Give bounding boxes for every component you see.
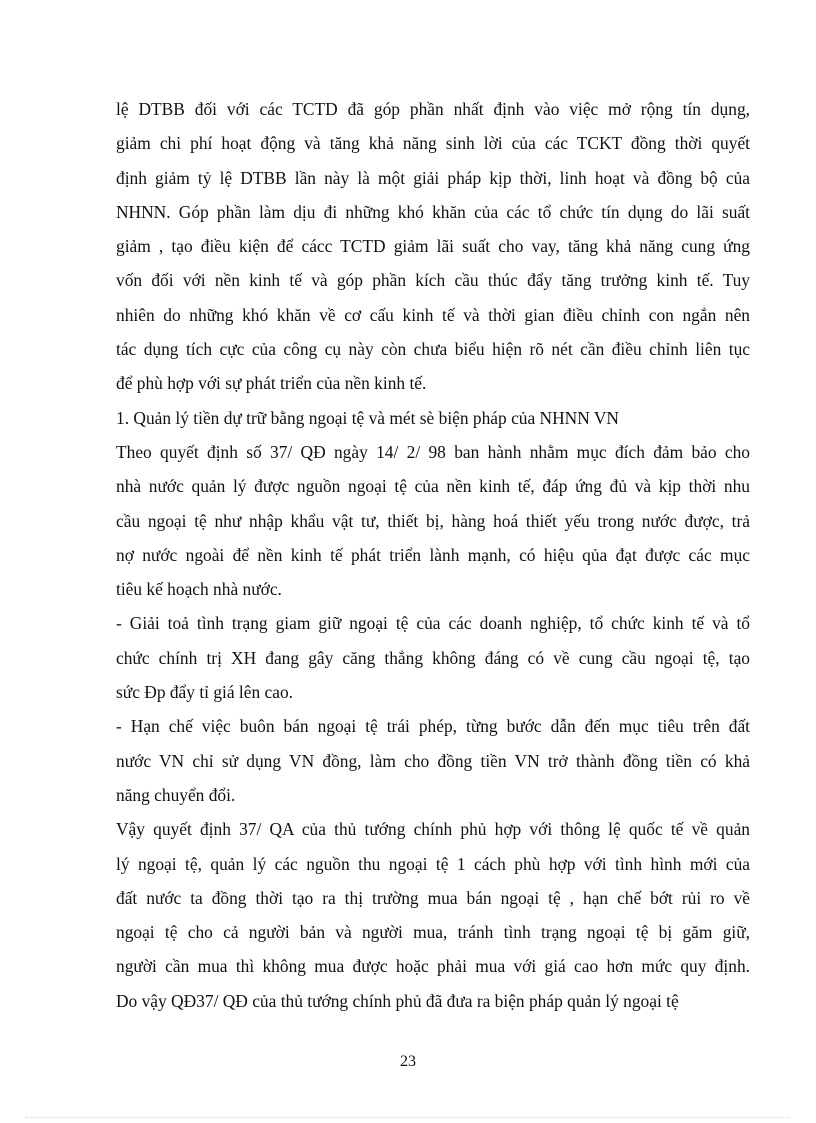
text-line: lệ DTBB đối với các TCTD đã góp phần nhất định vào việc mở rộng tín dụng, (116, 99, 750, 119)
text-line: NHNN. Góp phần làm dịu đi những khó khăn của các tổ chức tín dụng do lãi suất (116, 201, 750, 222)
text-line: nợ nước ngoài để nền kinh tế phát triển lành mạnh, có hiệu qủa đạt được các mục (116, 544, 750, 565)
section-heading: 1. Quản lý tiền dự trữ bằng ngoại tệ và mét sè biện pháp của NHNN VN (116, 407, 619, 428)
text-line: tác dụng tích cực của công cụ này còn chưa biểu hiện rõ nét cần điều chỉnh liên tục (116, 339, 750, 360)
page-number: 23 (400, 1053, 416, 1070)
text-line: định giảm tỷ lệ DTBB lần này là một giải pháp kịp thời, linh hoạt và đồng bộ của (116, 167, 750, 188)
text-line: ngoại tệ cho cả người bản và người mua, tránh tình trạng ngoại tệ bị găm giữ, (116, 922, 750, 943)
text-line: nhiên do những khó khăn về cơ cấu kinh tế và thời gian điều chỉnh con ngắn nên (116, 304, 750, 325)
text-line: nước VN chỉ sử dụng VN đồng, làm cho đồng tiền VN trở thành đồng tiền có khả (116, 750, 750, 771)
text-line: giảm chi phí hoạt động và tăng khả năng sinh lời của các TCKT đồng thời quyết (116, 133, 750, 154)
text-line: đất nước ta đồng thời tạo ra thị trường mua bán ngoại tệ , hạn chế bớt rủi ro về (116, 887, 750, 908)
text-line: tiêu kế hoạch nhà nước. (116, 579, 282, 600)
text-line: sức Đp đẩy tỉ giá lên cao. (116, 682, 293, 703)
text-line: năng chuyển đổi. (116, 784, 236, 805)
text-line: để phù hợp với sự phát triển của nền kinh tế. (116, 373, 427, 394)
page-bottom-divider (26, 1117, 790, 1118)
text-line: người cần mua thì không mua được hoặc phải mua với giá cao hơn mức quy định. (116, 956, 750, 977)
bullet-line: - Giải toả tình trạng giam giữ ngoại tệ của các doanh nghiệp, tổ chức kinh tế và tổ (116, 613, 750, 634)
text-line: lý ngoại tệ, quản lý các nguồn thu ngoại tệ 1 cách phù hợp với tình hình mới của (116, 853, 750, 874)
text-line: Do vậy QĐ37/ QĐ của thủ tướng chính phủ đã đưa ra biện pháp quản lý ngoại tệ (116, 990, 679, 1011)
text-line: cầu ngoại tệ như nhập khẩu vật tư, thiết bị, hàng hoá thiết yếu trong nước được, trả (116, 510, 750, 531)
bullet-line: - Hạn chế việc buôn bán ngoại tệ trái phép, từng bước dẫn đến mục tiêu trên đất (116, 716, 750, 737)
text-line: Vậy quyết định 37/ QA của thủ tướng chính phủ hợp với thông lệ quốc tế về quản (116, 819, 750, 840)
text-line: Theo quyết định số 37/ QĐ ngày 14/ 2/ 98 ban hành nhằm mục đích đảm bảo cho (116, 441, 750, 462)
text-line: nhà nước quản lý được nguồn ngoại tệ của nền kinh tế, đáp ứng đủ và kịp thời nhu (116, 476, 750, 497)
text-line: vốn đối với nền kinh tế và góp phần kích cầu thúc đẩy tăng trưởng kinh tế. Tuy (116, 270, 750, 291)
text-line: chức chính trị XH đang gây căng thẳng không đáng có về cung cầu ngoại tệ, tạo (116, 647, 750, 668)
text-line: giảm , tạo điều kiện để cácc TCTD giảm lãi suất cho vay, tăng khả năng cung ứng (116, 236, 750, 257)
body-text (116, 92, 750, 1018)
